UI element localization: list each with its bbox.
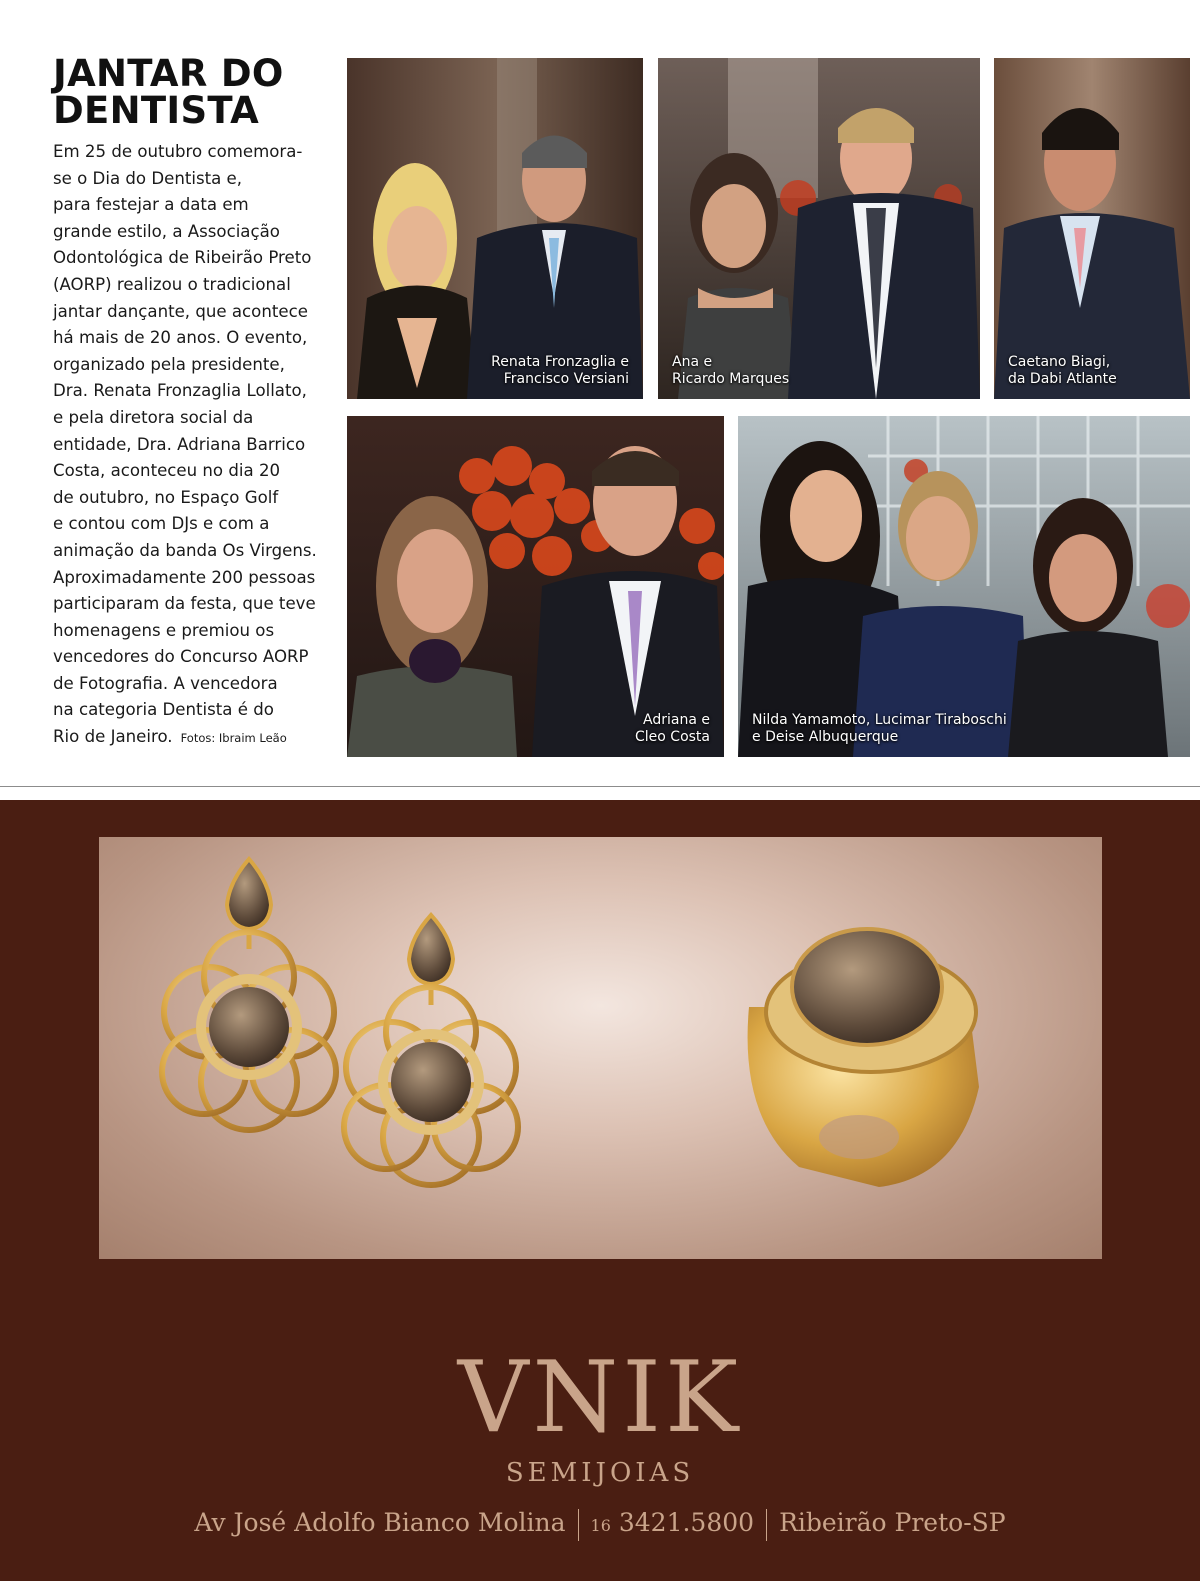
body-line: de outubro, no Espaço Golf bbox=[53, 487, 279, 507]
jewelry-illustration bbox=[99, 837, 1102, 1259]
event-photo bbox=[658, 58, 980, 399]
photo-caption bbox=[752, 712, 1007, 745]
event-photo bbox=[994, 58, 1190, 399]
body-line: há mais de 20 anos. O evento, bbox=[53, 328, 308, 348]
caption-line: e Deise Albuquerque bbox=[752, 728, 899, 745]
event-photo-image bbox=[738, 416, 1190, 757]
body-line: vencedores do Concurso AORP bbox=[53, 647, 309, 667]
body-line: Odontológica de Ribeirão Preto bbox=[53, 248, 312, 268]
event-photo-image bbox=[347, 58, 643, 399]
brand-logo: VNIK bbox=[457, 1341, 743, 1455]
body-line: e contou com DJs e com a bbox=[53, 514, 270, 534]
jewelry-photo bbox=[99, 837, 1102, 1259]
body-line: Dra. Renata Fronzaglia Lollato, bbox=[53, 381, 307, 401]
divider bbox=[766, 1509, 767, 1541]
caption-line: Renata Fronzaglia e bbox=[491, 354, 629, 370]
body-line: organizado pela presidente, bbox=[53, 354, 285, 374]
caption-line: Ricardo Marques bbox=[672, 370, 790, 387]
jewelry-advertisement bbox=[0, 800, 1200, 1581]
earring-right bbox=[344, 915, 518, 1185]
caption-line: da Dabi Atlante bbox=[1008, 370, 1117, 387]
city: Ribeirão Preto-SP bbox=[779, 1508, 1006, 1537]
body-line: e pela diretora social da bbox=[53, 407, 254, 427]
brand-tagline: SEMIJOIAS bbox=[505, 1458, 695, 1488]
phone-number: 3421.5800 bbox=[618, 1508, 755, 1537]
body-line: animação da banda Os Virgens. bbox=[53, 540, 317, 560]
body-line-last bbox=[53, 724, 343, 752]
caption-line: Nilda Yamamoto, Lucimar Tiraboschi bbox=[752, 712, 1007, 728]
event-photo-image bbox=[347, 416, 724, 757]
body-line: Em 25 de outubro comemora- bbox=[53, 142, 303, 161]
photo-caption bbox=[672, 354, 789, 387]
body-line: participaram da festa, que teve bbox=[53, 594, 316, 614]
photo-caption bbox=[1008, 354, 1117, 387]
body-line: de Fotografia. A vencedora bbox=[53, 673, 278, 693]
caption-line: Caetano Biagi, bbox=[1008, 354, 1111, 370]
caption-line: Ana e bbox=[672, 354, 713, 370]
caption-line: Adriana e bbox=[643, 712, 710, 728]
headline-line: JANTAR DO bbox=[53, 52, 284, 95]
section-divider bbox=[0, 786, 1200, 787]
body-line: jantar dançante, que acontece bbox=[53, 301, 308, 321]
caption-line: Cleo Costa bbox=[635, 728, 710, 745]
article-body bbox=[53, 139, 343, 752]
headline-line: DENTISTA bbox=[53, 89, 260, 132]
photo-credit: Fotos: Ibraim Leão bbox=[180, 731, 287, 746]
caption-line: Francisco Versiani bbox=[503, 370, 629, 387]
event-photo bbox=[738, 416, 1190, 757]
event-photo bbox=[347, 58, 643, 399]
event-photo-image bbox=[994, 58, 1190, 399]
photo-caption bbox=[491, 354, 629, 387]
body-line: (AORP) realizou o tradicional bbox=[53, 274, 291, 294]
divider bbox=[578, 1509, 579, 1541]
address: Av José Adolfo Bianco Molina bbox=[194, 1508, 566, 1537]
body-line: entidade, Dra. Adriana Barrico bbox=[53, 434, 306, 454]
body-line: homenagens e premiou os bbox=[53, 620, 275, 640]
event-photo-image bbox=[658, 58, 980, 399]
body-line: Aproximadamente 200 pessoas bbox=[53, 567, 316, 587]
ring bbox=[748, 929, 979, 1187]
photo-caption bbox=[635, 712, 710, 745]
body-line: grande estilo, a Associação bbox=[53, 221, 280, 241]
area-code: 16 bbox=[590, 1516, 611, 1535]
event-photo bbox=[347, 416, 724, 757]
article-headline bbox=[53, 52, 323, 132]
body-line-text: Rio de Janeiro. bbox=[53, 727, 173, 747]
body-line: se o Dia do Dentista e, bbox=[53, 168, 243, 188]
earring-left bbox=[162, 859, 336, 1130]
body-line: Costa, aconteceu no dia 20 bbox=[53, 461, 281, 481]
body-line: para festejar a data em bbox=[53, 195, 249, 215]
contact-line bbox=[0, 1506, 1200, 1543]
body-line: na categoria Dentista é do bbox=[53, 700, 274, 720]
